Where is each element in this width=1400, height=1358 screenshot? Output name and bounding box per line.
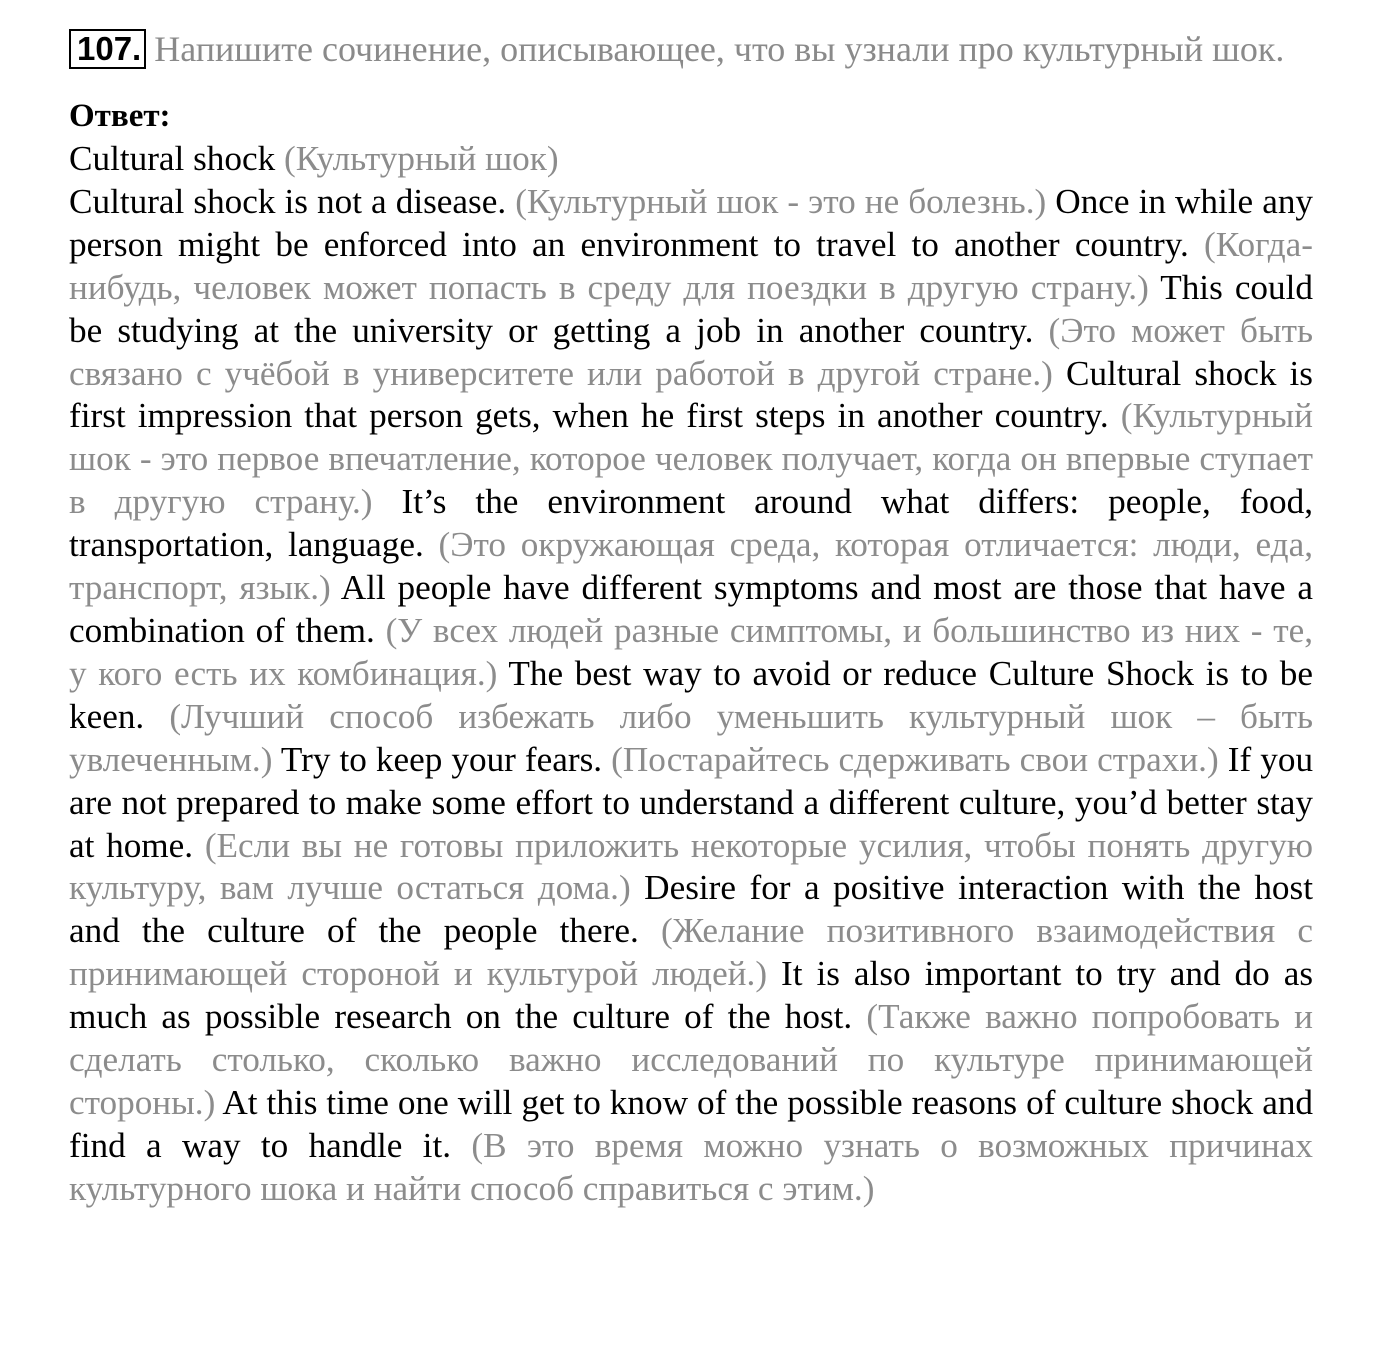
essay-title-en: Cultural shock xyxy=(69,139,276,178)
sentence-ru: (Постарайтесь сдерживать свои страхи.) xyxy=(611,739,1219,779)
sentence-ru: (Это окружающая среда, которая отличается: люди, еда, транспорт, язык.) xyxy=(69,525,1313,608)
sentence-ru: (Также важно попробовать и сделать столько, сколько важно исследований по культуре принимающей стороны.) xyxy=(69,997,1314,1122)
sentence-ru: (У всех людей разные симптомы, и большинство из них - те, у кого есть их комбинация.) xyxy=(69,610,1314,693)
sentence-ru: (Культурный шок - это первое впечатление, которое человек получает, когда он впервые ступает в другую страну.) xyxy=(69,396,1314,522)
sentence-en: Cultural shock is not a disease. xyxy=(69,181,507,221)
sentence-ru: (Культурный шок - это не болезнь.) xyxy=(515,181,1047,221)
task-statement xyxy=(69,28,1313,71)
sentence-ru: (Когда-нибудь, человек может попасть в среду для поездки в другую страну.) xyxy=(69,224,1313,307)
sentence-en: All people have different symptoms and most are those that have a combination of them. xyxy=(69,568,1313,650)
sentence-en: If you are not prepared to make some effort to understand a different culture, you’d better stay at home. xyxy=(69,739,1314,865)
answer-label: Ответ: xyxy=(69,98,171,134)
sentence-en: It’s the environment around what differs: people, food, transportation, language. xyxy=(69,482,1313,565)
sentence-en: At this time one will get to know of the possible reasons of culture shock and find a way to handle it. xyxy=(69,1082,1314,1165)
sentence-ru: (В это время можно узнать о возможных причинах культурного шока и найти способ справиться с этим.) xyxy=(69,1125,1314,1208)
sentence-en: Try to keep your fears. xyxy=(280,739,603,779)
sentence-en: Once in while any person might be enforced into an environment to travel to another country. xyxy=(69,181,1314,264)
essay-title xyxy=(69,138,1313,181)
sentence-ru: (Если вы не готовы приложить некоторые усилия, чтобы понять другую культуру, вам лучше остаться дома.) xyxy=(69,825,1314,908)
sentence-ru: (Это может быть связано с учёбой в университете или работой в другой стране.) xyxy=(69,310,1313,393)
task-prompt: Напишите сочинение, описывающее, что вы узнали про культурный шок. xyxy=(154,29,1285,69)
sentence-en: It is also important to try and do as much as possible research on the culture of the host. xyxy=(69,954,1314,1037)
sentence-en: This could be studying at the university or getting a job in another country. xyxy=(69,267,1313,350)
sentence-ru: (Желание позитивного взаимодействия с принимающей стороной и культурой людей.) xyxy=(69,911,1313,994)
textbook-page xyxy=(69,28,1313,1211)
essay-body xyxy=(69,181,1313,1211)
task-number-badge: 107. xyxy=(69,29,146,69)
sentence-ru: (Лучший способ избежать либо уменьшить культурный шок – быть увлеченным.) xyxy=(69,696,1314,779)
sentence-en: Desire for a positive interaction with the host and the culture of the people there. xyxy=(69,868,1313,951)
essay-title-ru: (Культурный шок) xyxy=(284,139,559,178)
sentence-en: The best way to avoid or reduce Culture Shock is to be keen. xyxy=(69,653,1313,736)
sentence-en: Cultural shock is first impression that person gets, when he first steps in another country. xyxy=(69,353,1314,436)
